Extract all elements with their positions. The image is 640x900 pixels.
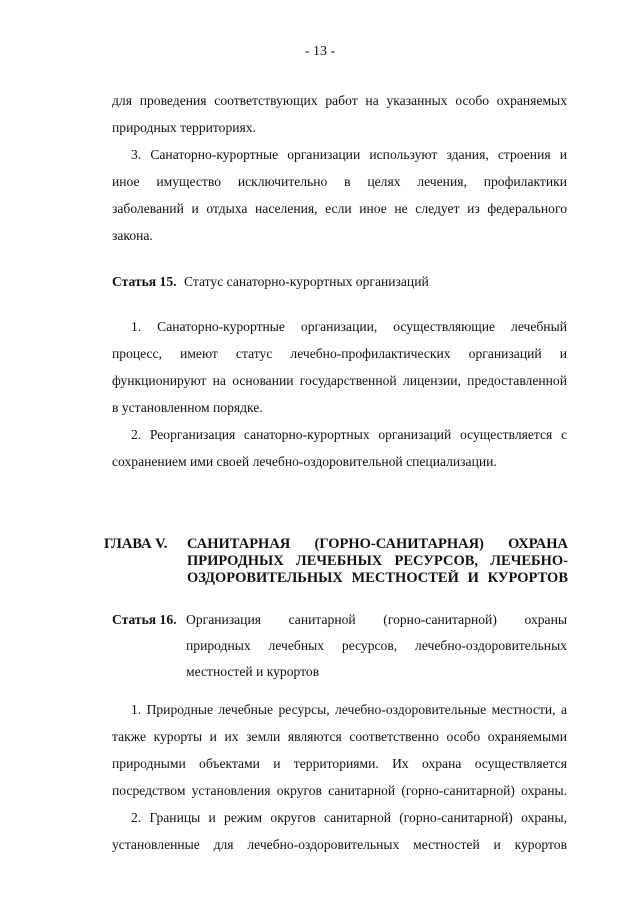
article16-p1-line-3: природными объектами и территориями. Их охрана осуществляется [112,756,567,771]
article16-title-line-2: природных лечебных ресурсов, лечебно-оздоровительных [186,638,567,653]
article16-p1-line-1: 1. Природные лечебные ресурсы, лечебно-оздоровительные местности, а [131,702,567,717]
article16-p1-line-4: посредством установления округов санитарной (горно-санитарной) охраны. [112,783,567,798]
article15-p1-line-2: процесс, имеют статус лечебно-профилактических организаций и [112,346,567,361]
intro-line-1: для проведения соответствующих работ на указанных особо охраняемых [112,93,567,108]
article16-p2-line-1: 2. Границы и режим округов санитарной (горно-санитарной) охраны, [131,810,567,825]
article16-label: Статья 16. [112,612,177,627]
item3-line-2: иное имущество исключительно в целях лечения, профилактики [112,174,567,189]
article15-p1-line-3: функционируют на основании государственной лицензии, предоставленной [112,373,567,388]
chapter5-title-line-1: САНИТАРНАЯ (ГОРНО-САНИТАРНАЯ) ОХРАНА [187,536,568,552]
chapter5-label: ГЛАВА V. [104,536,168,552]
article16-title-line-3: местностей и курортов [186,664,320,679]
article15-title: Статус санаторно-курортных организаций [184,274,429,289]
intro-line-2: природных территориях. [112,120,256,135]
chapter5-title-line-3: ОЗДОРОВИТЕЛЬНЫХ МЕСТНОСТЕЙ И КУРОРТОВ [187,570,568,586]
article16-title-line-1: Организация санитарной (горно-санитарной) охраны [186,612,567,627]
item3-line-1: 3. Санаторно-курортные организации используют здания, строения и [131,147,567,162]
chapter5-title-line-2: ПРИРОДНЫХ ЛЕЧЕБНЫХ РЕСУРСОВ, ЛЕЧЕБНО- [187,553,568,569]
item3-line-4: закона. [112,228,153,243]
page-number: - 13 - [304,44,336,59]
article15-p2-line-1: 2. Реорганизация санаторно-курортных организаций осуществляется с [131,427,567,442]
article16-p1-line-2: также курорты и их земли являются соответственно особо охраняемыми [112,729,567,744]
article16-p2-line-2: установленные для лечебно-оздоровительных местностей и курортов [112,837,567,852]
article15-p1-line-1: 1. Санаторно-курортные организации, осуществляющие лечебный [131,319,567,334]
item3-line-3: заболеваний и отдыха населения, если иное не следует из федерального [112,201,567,216]
article15-label: Статья 15. [112,274,177,289]
article15-p1-line-4: в установленном порядке. [112,400,263,415]
article15-p2-line-2: сохранением ими своей лечебно-оздоровительной специализации. [112,454,497,469]
